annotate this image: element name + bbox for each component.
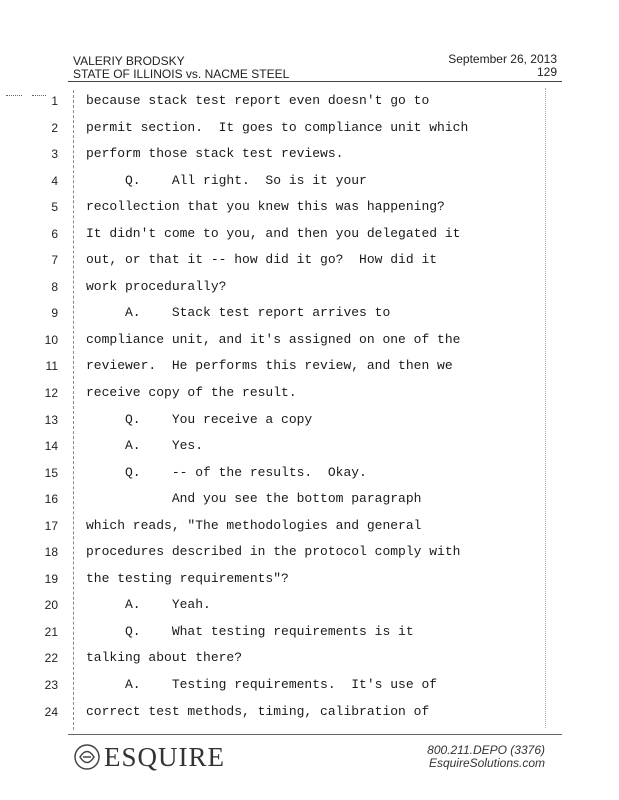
witness-name: VALERIY BRODSKY	[73, 54, 185, 68]
footer-contact	[427, 744, 545, 770]
line-text: Q. You receive a copy	[86, 411, 313, 427]
line-number: 12	[44, 386, 58, 401]
transcript-body	[0, 88, 619, 725]
transcript-line	[0, 88, 619, 115]
transcript-line	[0, 513, 619, 540]
line-text: the testing requirements"?	[86, 570, 289, 586]
line-text: Q. All right. So is it your	[86, 172, 367, 188]
line-number: 15	[44, 465, 58, 480]
transcript-line	[0, 247, 619, 274]
transcript-line	[0, 221, 619, 248]
transcript-line	[0, 327, 619, 354]
line-number: 8	[51, 279, 58, 294]
header-right	[448, 53, 557, 79]
deposition-date: September 26, 2013	[448, 52, 557, 66]
line-text: talking about there?	[86, 650, 243, 666]
footer-divider	[68, 734, 562, 735]
transcript-line	[0, 672, 619, 699]
line-number: 21	[44, 624, 58, 639]
line-number: 22	[44, 651, 58, 666]
line-text: A. Yes.	[86, 438, 204, 454]
line-number: 16	[44, 492, 58, 507]
transcript-line	[0, 433, 619, 460]
transcript-line	[0, 407, 619, 434]
line-number: 10	[44, 332, 58, 347]
line-text: A. Testing requirements. It's use of	[86, 677, 438, 693]
transcript-line	[0, 460, 619, 487]
line-number: 6	[51, 226, 58, 241]
line-number: 13	[44, 412, 58, 427]
line-text: work procedurally?	[86, 278, 227, 294]
line-text: because stack test report even doesn't go to	[86, 93, 430, 108]
line-text: A. Yeah.	[86, 597, 211, 613]
footer-phone: 800.211.DEPO (3376)	[427, 743, 545, 757]
transcript-line	[0, 115, 619, 142]
page-number: 129	[536, 65, 557, 79]
transcript-line	[0, 380, 619, 407]
transcript-line	[0, 539, 619, 566]
transcript-line	[0, 353, 619, 380]
line-number: 4	[51, 173, 58, 188]
line-number: 19	[44, 571, 58, 586]
line-text: correct test methods, timing, calibration of	[86, 703, 430, 719]
footer-website: EsquireSolutions.com	[428, 756, 545, 770]
transcript-line	[0, 486, 619, 513]
transcript-line	[0, 592, 619, 619]
line-number: 5	[51, 200, 58, 215]
logo-text: ESQUIRE	[104, 741, 225, 772]
line-text: reviewer. He performs this review, and then we	[86, 358, 453, 374]
transcript-line	[0, 274, 619, 301]
line-text: A. Stack test report arrives to	[86, 305, 391, 321]
line-number: 17	[44, 518, 58, 533]
line-number: 23	[44, 678, 58, 693]
line-text: It didn't come to you, and then you delegated it	[86, 225, 461, 241]
line-text: out, or that it -- how did it go? How did it	[86, 252, 438, 268]
line-number: 1	[51, 94, 58, 108]
line-text: which reads, "The methodologies and general	[86, 517, 422, 533]
transcript-line	[0, 168, 619, 195]
line-text: Q. -- of the results. Okay.	[86, 464, 367, 480]
line-text: permit section. It goes to compliance unit which	[86, 119, 469, 135]
line-number: 18	[44, 545, 58, 560]
line-number: 9	[51, 306, 58, 321]
line-number: 7	[51, 253, 58, 268]
line-number: 2	[51, 120, 58, 135]
transcript-line	[0, 566, 619, 593]
line-text: perform those stack test reviews.	[86, 146, 344, 162]
transcript-line	[0, 699, 619, 726]
line-text: receive copy of the result.	[86, 385, 297, 401]
line-text: Q. What testing requirements is it	[86, 623, 414, 639]
esquire-logo	[72, 740, 225, 774]
transcript-line	[0, 141, 619, 168]
line-number: 14	[44, 439, 58, 454]
line-number: 20	[44, 598, 58, 613]
line-text: procedures described in the protocol comply with	[86, 544, 461, 560]
line-number: 11	[45, 359, 58, 374]
transcript-line	[0, 619, 619, 646]
header-divider	[68, 81, 562, 82]
esquire-swirl-icon	[72, 742, 102, 772]
line-text: And you see the bottom paragraph	[86, 491, 422, 507]
line-text: compliance unit, and it's assigned on one of the	[86, 331, 461, 347]
transcript-line	[0, 300, 619, 327]
line-number: 24	[44, 704, 58, 719]
header-left	[73, 55, 289, 81]
case-name: STATE OF ILLINOIS vs. NACME STEEL	[73, 67, 290, 81]
line-number: 3	[51, 147, 58, 162]
transcript-line	[0, 194, 619, 221]
transcript-line	[0, 645, 619, 672]
line-text: recollection that you knew this was happening?	[86, 199, 445, 215]
